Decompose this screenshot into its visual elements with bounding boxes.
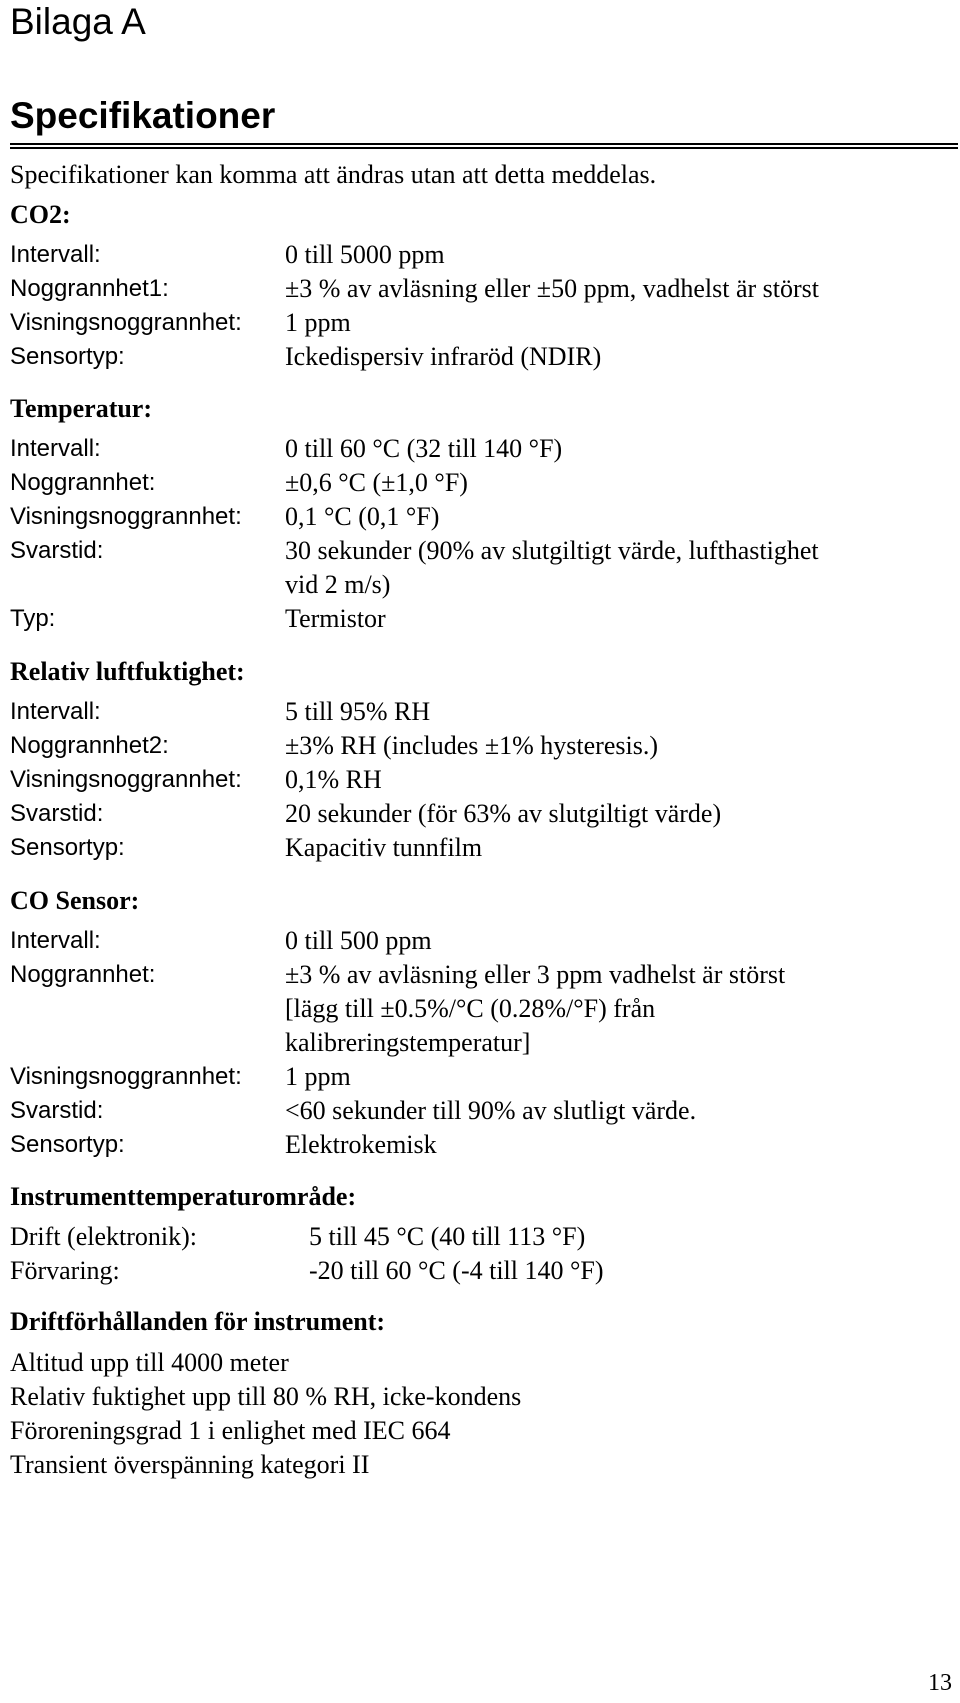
operating-line-humidity: Relativ fuktighet upp till 80 % RH, icke-kondens xyxy=(10,1382,522,1411)
co2-sensor-value: Ickedispersiv infraröd (NDIR) xyxy=(285,342,602,371)
storage-temp-value: -20 till 60 °C (-4 till 140 °F) xyxy=(309,1256,604,1285)
temperature-type-value: Termistor xyxy=(285,604,386,633)
co2-resolution-label: Visningsnoggrannhet: xyxy=(10,309,242,336)
humidity-resolution-value: 0,1% RH xyxy=(285,765,382,794)
co-accuracy-value-cont2: kalibreringstemperatur] xyxy=(285,1028,531,1057)
co2-range-label: Intervall: xyxy=(10,241,101,268)
temperature-response-label: Svarstid: xyxy=(10,537,104,564)
humidity-range-label: Intervall: xyxy=(10,698,101,725)
intro-text: Specifikationer kan komma att ändras utan att detta meddelas. xyxy=(10,160,657,189)
appendix-label: Bilaga A xyxy=(10,1,146,42)
temperature-response-value: 30 sekunder (90% av slutgiltigt värde, lufthastighet xyxy=(285,536,819,565)
temperature-range-label: Intervall: xyxy=(10,435,101,462)
humidity-response-value: 20 sekunder (för 63% av slutgiltigt värde) xyxy=(285,799,722,828)
co2-accuracy-label: Noggrannhet1: xyxy=(10,275,169,302)
co2-sensor-label: Sensortyp: xyxy=(10,343,125,370)
temperature-range-value: 0 till 60 °C (32 till 140 °F) xyxy=(285,434,563,463)
co-resolution-value: 1 ppm xyxy=(285,1062,351,1091)
temperature-accuracy-value: ±0,6 °C (±1,0 °F) xyxy=(285,468,468,497)
co-accuracy-value-cont: [lägg till ±0.5%/°C (0.28%/°F) från xyxy=(285,994,656,1023)
operating-temp-label: Drift (elektronik): xyxy=(10,1222,197,1251)
co2-section-title: CO2: xyxy=(10,200,71,229)
temperature-accuracy-label: Noggrannhet: xyxy=(10,469,156,496)
co-response-value: <60 sekunder till 90% av slutligt värde. xyxy=(285,1096,697,1125)
operating-line-pollution: Föroreningsgrad 1 i enlighet med IEC 664 xyxy=(10,1416,451,1445)
humidity-accuracy-label: Noggrannhet2: xyxy=(10,732,169,759)
temperature-resolution-label: Visningsnoggrannhet: xyxy=(10,503,242,530)
co2-range-value: 0 till 5000 ppm xyxy=(285,240,445,269)
co-accuracy-label: Noggrannhet: xyxy=(10,961,156,988)
humidity-accuracy-value: ±3% RH (includes ±1% hysteresis.) xyxy=(285,731,658,760)
operating-temp-value: 5 till 45 °C (40 till 113 °F) xyxy=(309,1222,586,1251)
title-rule xyxy=(10,143,958,149)
humidity-resolution-label: Visningsnoggrannhet: xyxy=(10,766,242,793)
co2-accuracy-value: ±3 % av avläsning eller ±50 ppm, vadhelst är störst xyxy=(285,274,819,303)
humidity-range-value: 5 till 95% RH xyxy=(285,697,431,726)
humidity-section-title: Relativ luftfuktighet: xyxy=(10,657,245,686)
temperature-resolution-value: 0,1 °C (0,1 °F) xyxy=(285,502,440,531)
co-range-label: Intervall: xyxy=(10,927,101,954)
instrument-temp-section-title: Instrumenttemperaturområde: xyxy=(10,1182,357,1211)
storage-temp-label: Förvaring: xyxy=(10,1256,120,1285)
operating-line-overvoltage: Transient överspänning kategori II xyxy=(10,1450,370,1479)
co-resolution-label: Visningsnoggrannhet: xyxy=(10,1063,242,1090)
co-range-value: 0 till 500 ppm xyxy=(285,926,432,955)
temperature-response-value-cont: vid 2 m/s) xyxy=(285,570,391,599)
page-title: Specifikationer xyxy=(10,95,276,136)
operating-line-altitude: Altitud upp till 4000 meter xyxy=(10,1348,289,1377)
co2-resolution-value: 1 ppm xyxy=(285,308,351,337)
operating-section-title: Driftförhållanden för instrument: xyxy=(10,1307,386,1336)
humidity-sensor-value: Kapacitiv tunnfilm xyxy=(285,833,483,862)
page-number: 13 xyxy=(928,1670,952,1696)
co-accuracy-value: ±3 % av avläsning eller 3 ppm vadhelst är störst xyxy=(285,960,786,989)
temperature-section-title: Temperatur: xyxy=(10,394,153,423)
co-response-label: Svarstid: xyxy=(10,1097,104,1124)
temperature-type-label: Typ: xyxy=(10,605,56,632)
humidity-response-label: Svarstid: xyxy=(10,800,104,827)
humidity-sensor-label: Sensortyp: xyxy=(10,834,125,861)
co-sensor-section-title: CO Sensor: xyxy=(10,886,140,915)
co-sensor-type-label: Sensortyp: xyxy=(10,1131,125,1158)
co-sensor-type-value: Elektrokemisk xyxy=(285,1130,437,1159)
